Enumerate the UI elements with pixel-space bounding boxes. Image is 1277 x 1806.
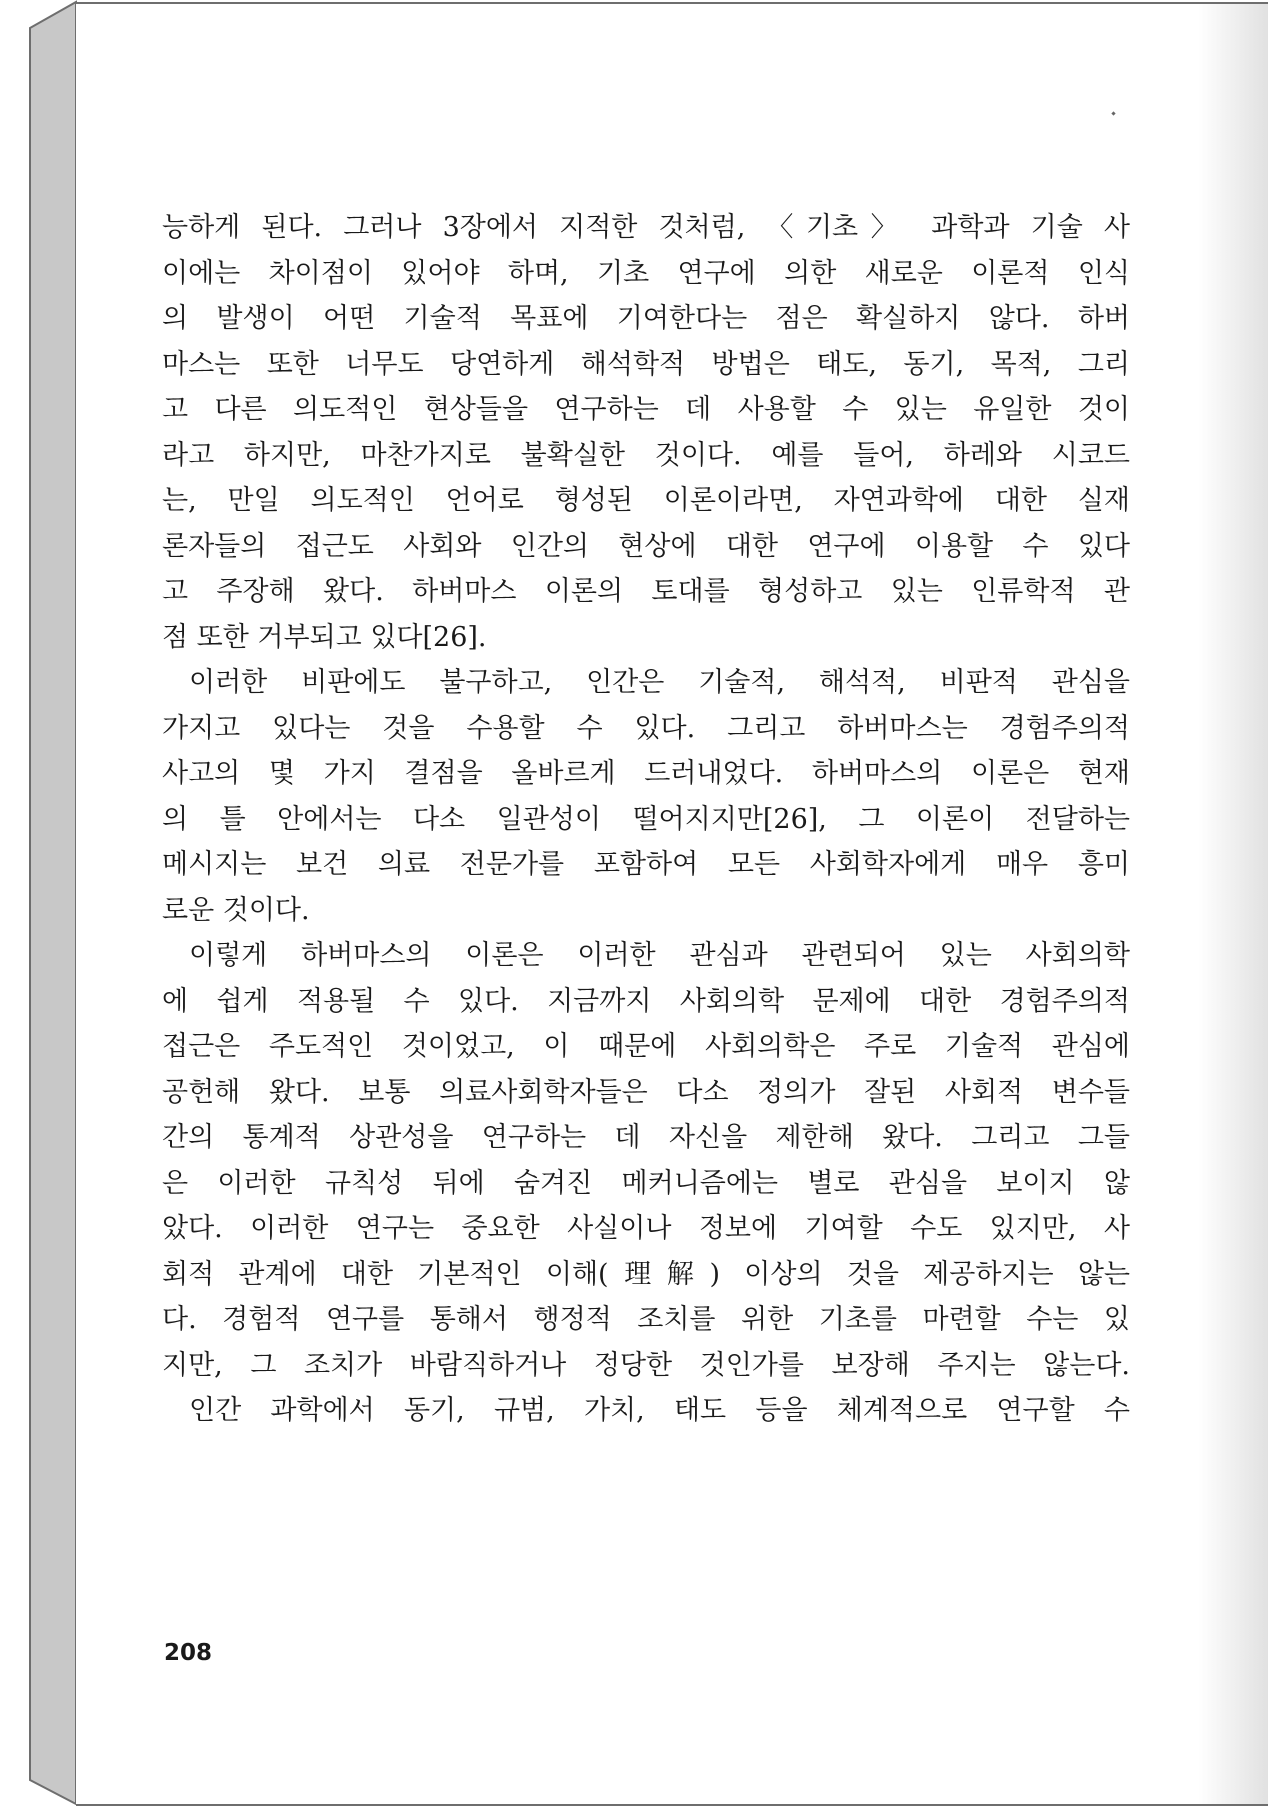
text-line: 능하게 된다. 그러나 3장에서 지적한 것처럼, 〈기초〉 과학과 기술 사: [162, 212, 1130, 243]
text-line: 사고의 몇 가지 결점을 올바르게 드러내었다. 하버마스의 이론은 현재: [162, 758, 1130, 789]
text-line: 점 또한 거부되고 있다[26].: [162, 621, 487, 653]
text-line: 이러한 비판에도 불구하고, 인간은 기술적, 해석적, 비판적 관심을: [189, 667, 1130, 698]
text-line: 로운 것이다.: [162, 894, 310, 926]
text-line: 가지고 있다는 것을 수용할 수 있다. 그리고 하버마스는 경험주의적: [162, 712, 1130, 744]
text-line: 지만, 그 조치가 바람직하거나 정당한 것인가를 보장해 주지는 않는다.: [162, 1349, 1130, 1381]
text-line: 는, 만일 의도적인 언어로 형성된 이론이라면, 자연과학에 대한 실재: [162, 485, 1130, 516]
text-line: 이렇게 하버마스의 이론은 이러한 관심과 관련되어 있는 사회의학: [189, 940, 1130, 971]
text-line: 접근은 주도적인 것이었고, 이 때문에 사회의학은 주로 기술적 관심에: [162, 1031, 1130, 1062]
text-line: 의 틀 안에서는 다소 일관성이 떨어지지만[26], 그 이론이 전달하는: [162, 803, 1130, 835]
text-line: 았다. 이러한 연구는 중요한 사실이나 정보에 기여할 수도 있지만, 사: [162, 1213, 1130, 1244]
body-text: [162, 205, 1130, 1434]
text-line: 의 발생이 어떤 기술적 목표에 기여한다는 점은 확실하지 않다. 하버: [162, 303, 1130, 334]
text-line: 마스는 또한 너무도 당연하게 해석학적 방법은 태도, 동기, 목적, 그리: [162, 348, 1130, 380]
text-line: 은 이러한 규칙성 뒤에 숨겨진 메커니즘에는 별로 관심을 보이지 않: [162, 1167, 1130, 1199]
text-line: 회적 관계에 대한 기본적인 이해(理解) 이상의 것을 제공하지는 않는: [162, 1258, 1130, 1290]
text-line: 인간 과학에서 동기, 규범, 가치, 태도 등을 체계적으로 연구할 수: [189, 1395, 1130, 1426]
text-line: 에 쉽게 적용될 수 있다. 지금까지 사회의학 문제에 대한 경험주의적: [162, 985, 1130, 1017]
text-line: 간의 통계적 상관성을 연구하는 데 자신을 제한해 왔다. 그리고 그들: [162, 1122, 1130, 1153]
text-line: 메시지는 보건 의료 전문가를 포함하여 모든 사회학자에게 매우 흥미: [162, 849, 1130, 880]
text-line: 고 다른 의도적인 현상들을 연구하는 데 사용할 수 있는 유일한 것이: [162, 394, 1130, 425]
text-line: 라고 하지만, 마찬가지로 불확실한 것이다. 예를 들어, 하레와 시코드: [162, 439, 1130, 471]
text-line: 이에는 차이점이 있어야 하며, 기초 연구에 의한 새로운 이론적 인식: [162, 257, 1130, 289]
text-line: 다. 경험적 연구를 통해서 행정적 조치를 위한 기초를 마련할 수는 있: [162, 1304, 1130, 1335]
text-line: 고 주장해 왔다. 하버마스 이론의 토대를 형성하고 있는 인류학적 관: [162, 576, 1130, 607]
page-right-shadow: [1198, 4, 1268, 1804]
text-line: 론자들의 접근도 사회와 인간의 현상에 대한 연구에 이용할 수 있다: [162, 530, 1130, 562]
page-number: 208: [164, 1640, 213, 1666]
text-line: 공헌해 왔다. 보통 의료사회학자들은 다소 정의가 잘된 사회적 변수들: [162, 1076, 1130, 1108]
